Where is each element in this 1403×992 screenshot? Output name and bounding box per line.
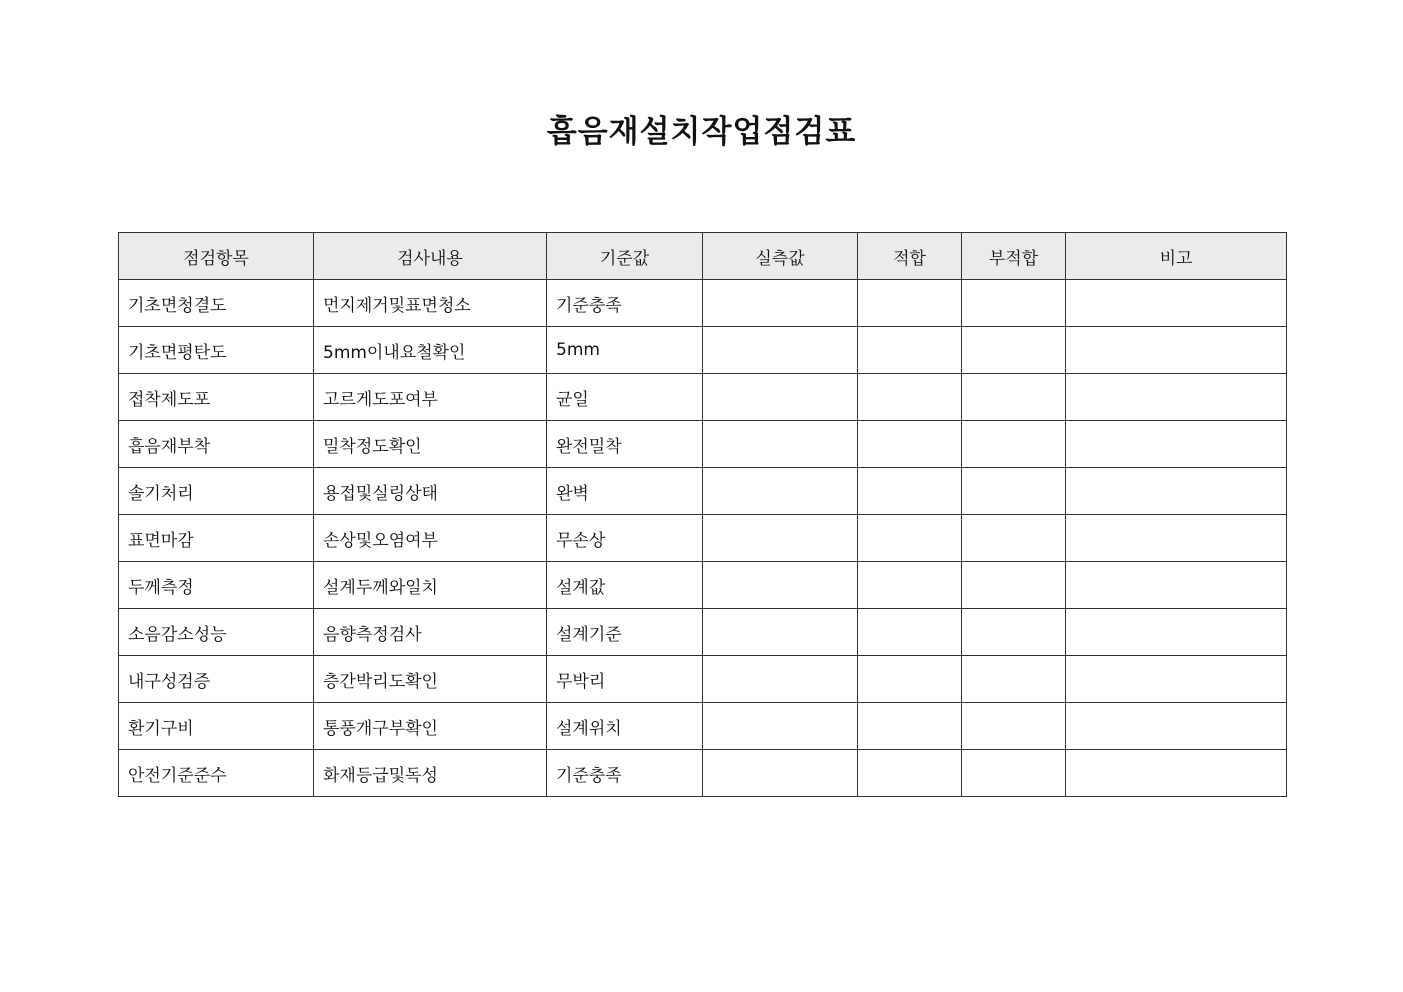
cell-fail (962, 327, 1066, 374)
cell-remarks (1066, 656, 1287, 703)
cell-inspection-item: 내구성검증 (119, 656, 314, 703)
cell-remarks (1066, 327, 1287, 374)
cell-remarks (1066, 280, 1287, 327)
cell-inspection-content: 음향측정검사 (314, 609, 547, 656)
cell-remarks (1066, 515, 1287, 562)
cell-measured-value (703, 515, 858, 562)
header-row (119, 233, 1287, 280)
cell-remarks (1066, 609, 1287, 656)
cell-standard-value: 완벽 (547, 468, 703, 515)
inspection-table (118, 232, 1287, 797)
cell-standard-value: 균일 (547, 374, 703, 421)
header-remarks: 비고 (1066, 233, 1287, 280)
cell-pass (858, 750, 962, 797)
cell-inspection-content: 밀착정도확인 (314, 421, 547, 468)
cell-inspection-content: 통풍개구부확인 (314, 703, 547, 750)
table-row (119, 562, 1287, 609)
table-row (119, 515, 1287, 562)
cell-inspection-item: 기초면평탄도 (119, 327, 314, 374)
cell-remarks (1066, 421, 1287, 468)
cell-inspection-content: 고르게도포여부 (314, 374, 547, 421)
cell-remarks (1066, 750, 1287, 797)
header-inspection-item: 점검항목 (119, 233, 314, 280)
table-row (119, 703, 1287, 750)
table-row (119, 280, 1287, 327)
table-row (119, 750, 1287, 797)
cell-fail (962, 374, 1066, 421)
cell-inspection-item: 두께측정 (119, 562, 314, 609)
header-measured-value: 실측값 (703, 233, 858, 280)
cell-fail (962, 421, 1066, 468)
table-row (119, 468, 1287, 515)
cell-standard-value: 설계값 (547, 562, 703, 609)
cell-fail (962, 515, 1066, 562)
cell-inspection-content: 손상및오염여부 (314, 515, 547, 562)
table-row (119, 609, 1287, 656)
header-inspection-content: 검사내용 (314, 233, 547, 280)
header-pass: 적합 (858, 233, 962, 280)
cell-standard-value: 기준충족 (547, 280, 703, 327)
cell-standard-value: 기준충족 (547, 750, 703, 797)
header-standard-value: 기준값 (547, 233, 703, 280)
cell-remarks (1066, 703, 1287, 750)
cell-fail (962, 750, 1066, 797)
cell-standard-value: 설계기준 (547, 609, 703, 656)
cell-inspection-item: 환기구비 (119, 703, 314, 750)
cell-measured-value (703, 750, 858, 797)
cell-measured-value (703, 280, 858, 327)
cell-standard-value: 설계위치 (547, 703, 703, 750)
cell-standard-value: 5mm (547, 327, 703, 374)
cell-pass (858, 515, 962, 562)
cell-pass (858, 703, 962, 750)
cell-fail (962, 609, 1066, 656)
cell-fail (962, 280, 1066, 327)
cell-pass (858, 421, 962, 468)
cell-fail (962, 468, 1066, 515)
cell-remarks (1066, 562, 1287, 609)
cell-measured-value (703, 703, 858, 750)
cell-inspection-content: 5mm이내요철확인 (314, 327, 547, 374)
cell-measured-value (703, 374, 858, 421)
cell-fail (962, 656, 1066, 703)
cell-pass (858, 656, 962, 703)
cell-inspection-content: 설계두께와일치 (314, 562, 547, 609)
cell-remarks (1066, 468, 1287, 515)
cell-inspection-item: 흡음재부착 (119, 421, 314, 468)
cell-inspection-content: 층간박리도확인 (314, 656, 547, 703)
cell-fail (962, 703, 1066, 750)
cell-standard-value: 무손상 (547, 515, 703, 562)
header-fail: 부적합 (962, 233, 1066, 280)
cell-fail (962, 562, 1066, 609)
cell-inspection-content: 먼지제거및표면청소 (314, 280, 547, 327)
cell-measured-value (703, 327, 858, 374)
table-row (119, 421, 1287, 468)
cell-pass (858, 374, 962, 421)
cell-inspection-item: 기초면청결도 (119, 280, 314, 327)
cell-pass (858, 327, 962, 374)
cell-pass (858, 609, 962, 656)
table-row (119, 327, 1287, 374)
cell-remarks (1066, 374, 1287, 421)
cell-measured-value (703, 421, 858, 468)
cell-measured-value (703, 609, 858, 656)
cell-inspection-item: 접착제도포 (119, 374, 314, 421)
cell-inspection-content: 화재등급및독성 (314, 750, 547, 797)
cell-standard-value: 완전밀착 (547, 421, 703, 468)
cell-measured-value (703, 468, 858, 515)
cell-pass (858, 280, 962, 327)
cell-pass (858, 562, 962, 609)
cell-inspection-item: 소음감소성능 (119, 609, 314, 656)
cell-pass (858, 468, 962, 515)
cell-inspection-content: 용접및실링상태 (314, 468, 547, 515)
cell-standard-value: 무박리 (547, 656, 703, 703)
cell-inspection-item: 안전기준준수 (119, 750, 314, 797)
cell-measured-value (703, 562, 858, 609)
cell-inspection-item: 표면마감 (119, 515, 314, 562)
cell-measured-value (703, 656, 858, 703)
cell-inspection-item: 솔기처리 (119, 468, 314, 515)
table-row (119, 374, 1287, 421)
table-row (119, 656, 1287, 703)
page-title: 흡음재설치작업점검표 (546, 114, 857, 150)
